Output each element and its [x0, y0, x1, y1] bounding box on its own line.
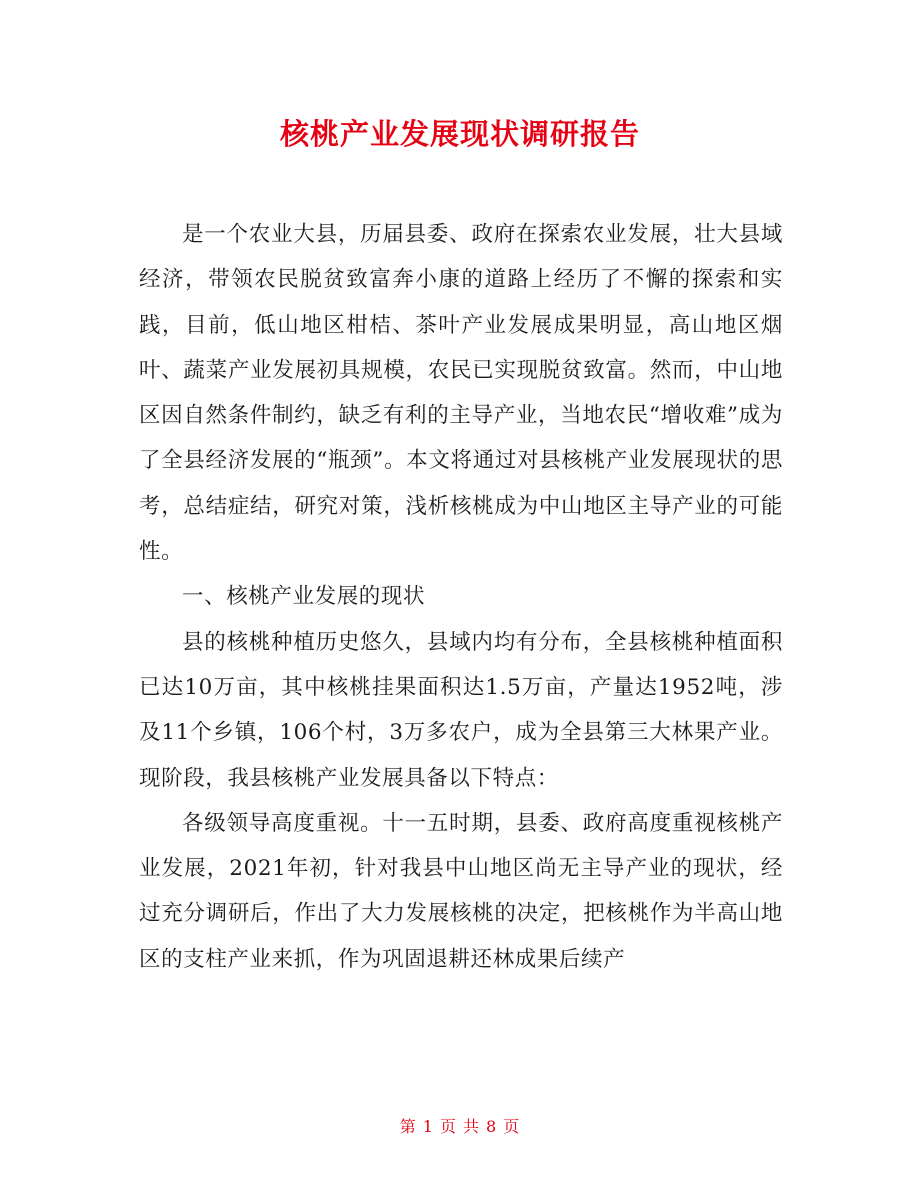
footer-middle: 页 共	[439, 1117, 481, 1136]
page-footer	[0, 1114, 920, 1137]
paragraph-leadership: 各级领导高度重视。十一五时期，县委、政府高度重视核桃产业发展，2021年初，针对我县中山地区尚无主导产业的现状，经过充分调研后，作出了大力发展核桃的决定，把核桃作为半高山地区的支柱产业来抓，作为巩固退耕还林成果后续产	[139, 810, 783, 972]
footer-suffix: 页	[503, 1117, 521, 1136]
document-title: 核桃产业发展现状调研报告	[279, 117, 640, 151]
section-heading-1: 一、核桃产业发展的现状	[182, 584, 426, 610]
document-body	[139, 212, 783, 982]
footer-prefix: 第	[399, 1117, 417, 1136]
footer-total-pages: 8	[486, 1117, 498, 1136]
paragraph-intro: 是一个农业大县，历届县委、政府在探索农业发展，壮大县域经济，带领农民脱贫致富奔小康的道路上经历了不懈的探索和实践，目前，低山地区柑桔、茶叶产业发展成果明显，高山地区烟叶、蔬菜产业发展初具规模，农民已实现脱贫致富。然而，中山地区因自然条件制约，缺乏有利的主导产业，当地农民“增收难”成为了全县经济发展的“瓶颈”。本文将通过对县核桃产业发展现状的思考，总结症结，研究对策，浅析核桃成为中山地区主导产业的可能性。	[139, 222, 783, 565]
footer-page-number: 1	[422, 1117, 434, 1136]
paragraph-status: 县的核桃种植历史悠久，县域内均有分布，全县核桃种植面积已达10万亩，其中核桃挂果面积达1.5万亩，产量达1952吨，涉及11个乡镇，106个村，3万多农户，成为全县第三大林果产业。现阶段，我县核桃产业发展具备以下特点：	[139, 629, 783, 791]
